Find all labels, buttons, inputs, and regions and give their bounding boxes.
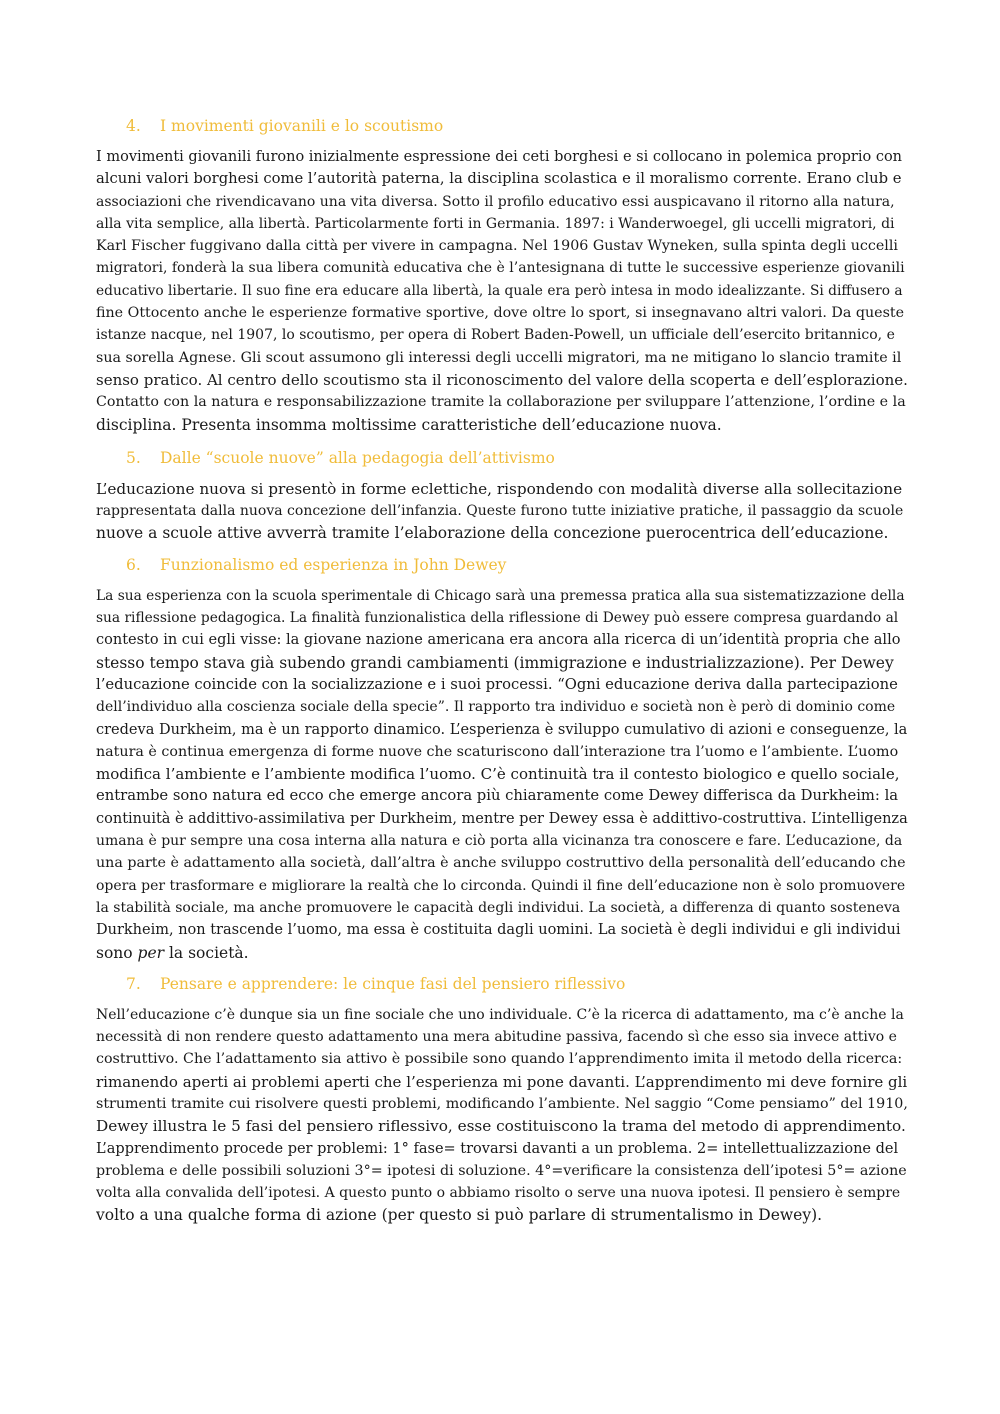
text-line: istanze nacque, nel 1907, lo scoutismo, per opera di Robert Baden-Powell, un ufficiale dell’esercito britannico, e (96, 327, 895, 344)
text-line: Dewey illustra le 5 fasi del pensiero riflessivo, esse costituiscono la trama del metodo di apprendimento. (96, 1117, 906, 1136)
text-line: associazioni che rivendicavano una vita diversa. Sotto il profilo educativo essi auspicavano il ritorno alla natura, (96, 193, 895, 210)
text-line: nuove a scuole attive avverrà tramite l’elaborazione della concezione puerocentrica dell’educazione. (96, 524, 889, 543)
text-line: senso pratico. Al centro dello scoutismo sta il riconoscimento del valore della scoperta e dell’esplorazione. (96, 370, 908, 389)
italic-word: per (137, 943, 165, 962)
text-line: una parte è adattamento alla società, dall’altra è anche sviluppo costruttivo della personalità dell’educando che (96, 855, 906, 872)
section-number: 6. (126, 555, 141, 574)
section-number: 5. (126, 448, 141, 467)
text-line: rappresentata dalla nuova concezione dell’infanzia. Queste furono tutte iniziative pratiche, il passaggio da scuole (96, 503, 904, 520)
text-line: credeva Durkheim, ma è un rapporto dinamico. L’esperienza è sviluppo cumulativo di azioni e conseguenze, la (96, 721, 908, 738)
text-line: sua riflessione pedagogica. La finalità funzionalistica della riflessione di Dewey può essere compresa guardando al (96, 610, 899, 627)
section-body-4 (96, 146, 908, 436)
text-line: opera per trasformare e migliorare la realtà che lo circonda. Quindi il fine dell’educazione non è solo promuovere (96, 877, 906, 894)
text-line: la stabilità sociale, ma anche promuovere le capacità degli individui. La società, a differenza di quanto sosteneva (96, 899, 901, 916)
text-line: rimanendo aperti ai problemi aperti che l’esperienza mi pone davanti. L’apprendimento mi deve fornire gli (96, 1072, 908, 1091)
text-line: umana è pur sempre una cosa interna alla natura e ciò porta alla vicinanza tra conoscere e fare. L’educazione, da (96, 833, 903, 850)
text-line: l’educazione coincide con la socializzazione e i suoi processi. “Ogni educazione deriva dalla partecipazione (96, 675, 898, 693)
text-line: volto a una qualche forma di azione (per questo si può parlare di strumentalismo in Dewey). (96, 1206, 823, 1225)
text-fragment: la società. (164, 943, 249, 962)
text-line: Nell’educazione c’è dunque sia un fine sociale che uno individuale. C’è la ricerca di adattamento, ma c’è anche la (96, 1006, 904, 1023)
text-line-last (96, 942, 908, 964)
text-line: La sua esperienza con la scuola sperimentale di Chicago sarà una premessa pratica alla sua sistematizzazione della (96, 587, 905, 604)
text-line: volta alla convalida dell’ipotesi. A questo punto o abbiamo risolto o serve una nuova ipotesi. Il pensiero è sempre (96, 1185, 901, 1202)
text-fragment: sono (96, 943, 138, 962)
text-line: problema e delle possibili soluzioni 3°= ipotesi di soluzione. 4°=verificare la consistenza dell’ipotesi 5°= azione (96, 1162, 907, 1179)
text-line: Durkheim, non trascende l’uomo, ma essa è costituita dagli uomini. La società è degli individui e gli individui (96, 922, 901, 939)
section-title: Funzionalismo ed esperienza in John Dewey (160, 555, 507, 574)
text-line: stesso tempo stava già subendo grandi cambiamenti (immigrazione e industrializzazione). Per Dewey (96, 653, 894, 672)
text-line: disciplina. Presenta insomma moltissime caratteristiche dell’educazione nuova. (96, 415, 722, 434)
section-body-5 (96, 478, 908, 545)
section-title: I movimenti giovanili e lo scoutismo (160, 117, 444, 135)
text-line: educativo libertarie. Il suo fine era educare alla libertà, la quale era però intesa in modo idealizzante. Si diffusero a (96, 282, 903, 299)
text-line: continuità è addittivo-assimilativa per Durkheim, mentre per Dewey essa è addittivo-costruttiva. L’intelligenza (96, 810, 908, 827)
text-line: modifica l’ambiente e l’ambiente modifica l’uomo. C’è continuità tra il contesto biologico e quello sociale, (96, 765, 900, 784)
text-line: L’apprendimento procede per problemi: 1° fase= trovarsi davanti a un problema. 2= intellettualizzazione del (96, 1140, 899, 1157)
section-heading-4 (96, 115, 908, 137)
text-line: alcuni valori borghesi come l’autorità paterna, la disciplina scolastica e il moralismo corrente. Erano club e (96, 170, 902, 188)
text-line: L’educazione nuova si presentò in forme eclettiche, rispondendo con modalità diverse alla sollecitazione (96, 479, 903, 498)
section-title: Pensare e apprendere: le cinque fasi del pensiero riflessivo (160, 974, 626, 993)
section-body-6 (96, 585, 908, 964)
section-body-7 (96, 1004, 908, 1227)
text-line: migratori, fonderà la sua libera comunità educativa che è l’antesignana di tutte le successive esperienze giovanili (96, 260, 905, 277)
text-line: natura è continua emergenza di forme nuove che scaturiscono dall’interazione tra l’uomo e l’ambiente. L’uomo (96, 743, 899, 760)
section-heading-5 (96, 447, 908, 469)
text-line: entrambe sono natura ed ecco che emerge ancora più chiaramente come Dewey differisca da Durkheim: la (96, 787, 899, 805)
text-line: alla vita semplice, alla libertà. Particolarmente forti in Germania. 1897: i Wanderwoegel, gli uccelli migratori, di (96, 215, 895, 232)
section-number: 4. (126, 117, 141, 135)
text-line: dell’individuo alla coscienza sociale della specie”. Il rapporto tra individuo e società non è però di dominio come (96, 699, 896, 716)
text-line: Contatto con la natura e responsabilizzazione tramite la collaborazione per sviluppare l’attenzione, l’ordine e la (96, 394, 906, 411)
text-line: Karl Fischer fuggivano dalla città per vivere in campagna. Nel 1906 Gustav Wyneken, sulla spinta degli uccelli (96, 238, 898, 255)
section-title: Dalle “scuole nuove” alla pedagogia dell’attivismo (160, 448, 555, 467)
document-page (96, 115, 908, 1236)
text-line: sua sorella Agnese. Gli scout assumono gli interessi degli uccelli migratori, ma ne mitigano lo slancio tramite il (96, 349, 902, 366)
section-heading-6 (96, 554, 908, 576)
text-line: contesto in cui egli visse: la giovane nazione americana era ancora alla ricerca di un’identità propria che allo (96, 632, 901, 649)
text-line: necessità di non rendere questo adattamento una mera abitudine passiva, facendo sì che esso sia invece attivo e (96, 1029, 897, 1046)
text-line: costruttivo. Che l’adattamento sia attivo è possibile sono quando l’apprendimento imita il metodo della ricerca: (96, 1051, 903, 1068)
text-line: fine Ottocento anche le esperienze formative sportive, dove oltre lo sport, si insegnavano altri valori. Da queste (96, 305, 905, 322)
section-number: 7. (126, 974, 141, 993)
section-heading-7 (96, 973, 908, 995)
text-line: strumenti tramite cui risolvere questi problemi, modificando l’ambiente. Nel saggio “Come pensiamo” del 1910, (96, 1095, 908, 1112)
text-line: I movimenti giovanili furono inizialmente espressione dei ceti borghesi e si collocano in polemica proprio con (96, 149, 903, 165)
